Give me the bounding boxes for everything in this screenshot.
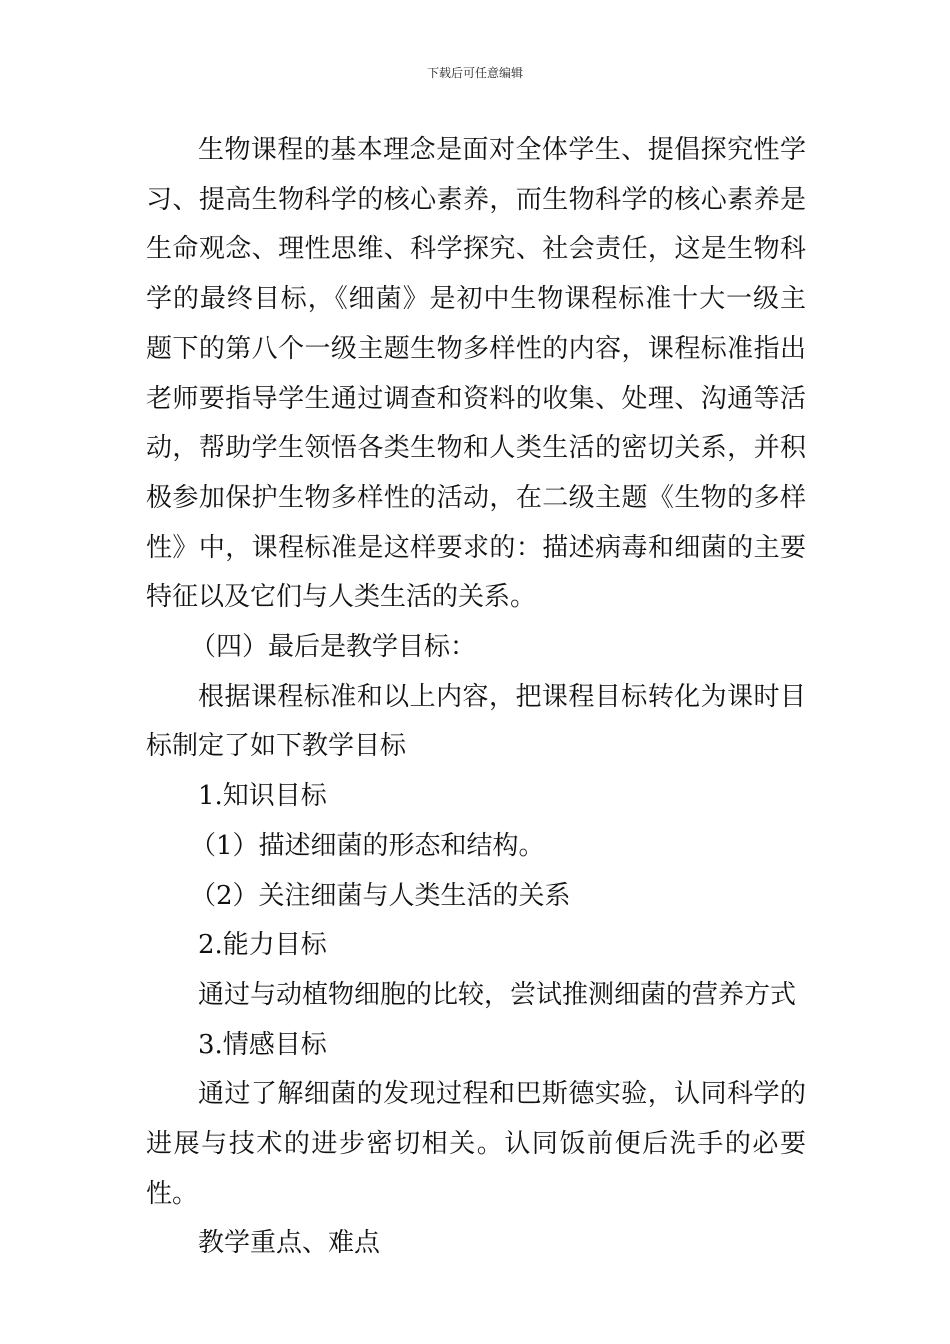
paragraph-curriculum-concept: 生物课程的基本理念是面对全体学生、提倡探究性学习、提高生物科学的核心素养，而生物科学的核心素养是生命观念、理性思维、科学探究、社会责任，这是生物科学的最终目标，《细菌》是初中生物课程标准十大一级主题下的第八个一级主题生物多样性的内容，课程标准指出老师要指导学生通过调查和资料的收集、处理、沟通等活动，帮助学生领悟各类生物和人类生活的密切关系，并积极参加保护生物多样性的活动，在二级主题《生物的多样性》中，课程标准是这样要求的：描述病毒和细菌的主要特征以及它们与人类生活的关系。 bbox=[146, 135, 806, 613]
paragraph-goal-intro: 根据课程标准和以上内容，把课程目标转化为课时目标制定了如下教学目标 bbox=[146, 681, 806, 762]
document-body bbox=[146, 126, 806, 1269]
page-header-note: 下载后可任意编辑 bbox=[426, 66, 523, 80]
heading-teaching-goals: （四）最后是教学目标： bbox=[190, 632, 477, 663]
goal-ability-text: 通过与动植物细胞的比较，尝试推测细菌的营养方式 bbox=[198, 979, 797, 1010]
goal-knowledge-item-2: （2）关注细菌与人类生活的关系 bbox=[190, 880, 571, 911]
heading-key-points: 教学重点、难点 bbox=[198, 1228, 381, 1259]
goal-emotion-title: 3.情感目标 bbox=[198, 1029, 327, 1060]
goal-knowledge-item-1: （1）描述细菌的形态和结构。 bbox=[190, 830, 545, 861]
goal-knowledge-title: 1.知识目标 bbox=[198, 781, 327, 812]
goal-ability-title: 2.能力目标 bbox=[198, 930, 327, 961]
goal-emotion-text: 通过了解细菌的发现过程和巴斯德实验，认同科学的进展与技术的进步密切相关。认同饭前便后洗手的必要性。 bbox=[146, 1079, 806, 1209]
